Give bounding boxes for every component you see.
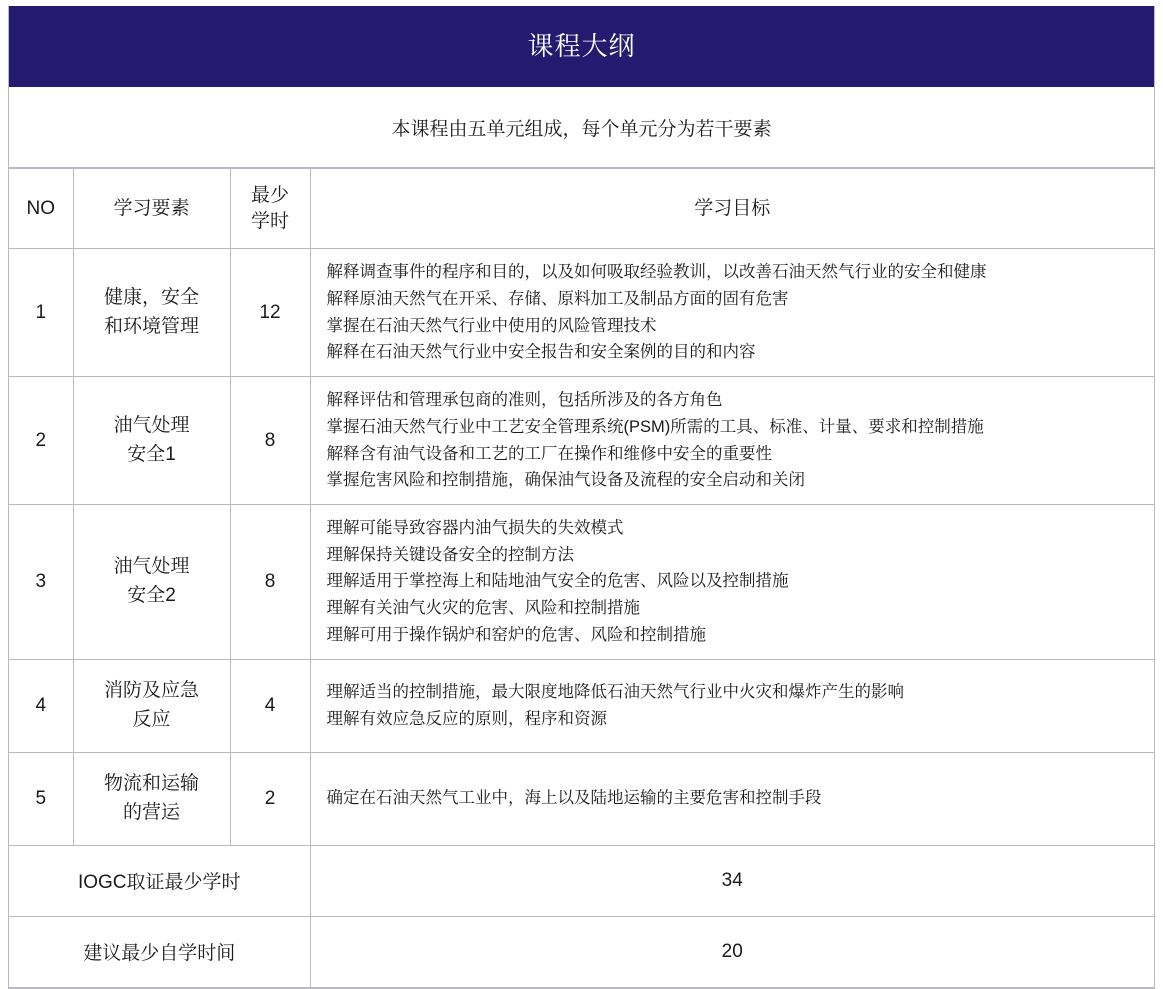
- goal-item: 掌握在石油天然气行业中使用的风险管理技术: [326, 316, 657, 335]
- row-element: [73, 249, 230, 377]
- row-no: 4: [9, 659, 73, 752]
- row-element: [73, 377, 230, 505]
- row-no: 5: [9, 752, 73, 845]
- row-element-line2: 安全1: [127, 443, 176, 465]
- row-element-line2: 的营运: [122, 801, 180, 823]
- table-row: [9, 377, 1154, 505]
- table-header: [9, 169, 1154, 249]
- summary-row: [9, 845, 1154, 916]
- row-element-line1: 健康，安全: [103, 287, 199, 309]
- goal-item: 掌握危害风险和控制措施，确保油气设备及流程的安全启动和关闭: [326, 471, 805, 490]
- summary-label: IOGC取证最少学时: [9, 845, 310, 916]
- table-row: [9, 659, 1154, 752]
- row-no: 2: [9, 377, 73, 505]
- table-body: [9, 249, 1154, 987]
- summary-value: 20: [310, 916, 1154, 987]
- table-row: [9, 505, 1154, 660]
- document-subtitle: 本课程由五单元组成，每个单元分为若干要素: [9, 87, 1154, 168]
- summary-label: 建议最少自学时间: [9, 916, 310, 987]
- row-hours: 2: [230, 752, 310, 845]
- table-row: [9, 752, 1154, 845]
- column-header-goals: 学习目标: [310, 169, 1154, 249]
- row-hours: 4: [230, 659, 310, 752]
- summary-row: [9, 916, 1154, 987]
- row-element-line2: 安全2: [127, 584, 176, 606]
- goal-item: 解释原油天然气在开采、存储、原料加工及制品方面的固有危害: [326, 290, 789, 308]
- goal-item: 理解保持关键设备安全的控制方法: [326, 545, 574, 564]
- column-header-hours-line2: 学时: [250, 210, 289, 232]
- row-hours: 8: [230, 505, 310, 660]
- row-element-line1: 油气处理: [113, 415, 190, 437]
- row-no: 3: [9, 505, 73, 660]
- column-header-no: NO: [9, 169, 73, 249]
- row-element-line2: 反应: [132, 708, 171, 730]
- goal-item: 解释含有油气设备和工艺的工厂在操作和维修中安全的重要性: [326, 444, 772, 463]
- row-hours: 8: [230, 377, 310, 505]
- row-goals: [310, 752, 1154, 845]
- goal-item: 理解适用于掌控海上和陆地油气安全的危害、风险以及控制措施: [326, 572, 789, 591]
- row-goals: [310, 377, 1154, 505]
- row-element-line2: 和环境管理: [103, 315, 199, 337]
- row-element-line1: 油气处理: [113, 556, 190, 578]
- goal-item: 理解可能导致容器内油气损失的失效模式: [326, 519, 624, 538]
- goal-item: 理解适当的控制措施，最大限度地降低石油天然气行业中火灾和爆炸产生的影响: [326, 682, 904, 701]
- goal-item: 解释在石油天然气行业中安全报告和安全案例的目的和内容: [326, 343, 756, 362]
- row-element: [73, 659, 230, 752]
- goal-item: 理解有关油气火灾的危害、风险和控制措施: [326, 599, 640, 618]
- goal-item: 掌握石油天然气行业中工艺安全管理系统(PSM)所需的工具、标准、计量、要求和控制措施: [326, 417, 984, 436]
- document-title: 课程大纲: [9, 6, 1154, 87]
- row-goals: [310, 249, 1154, 377]
- goal-item: 解释调查事件的程序和目的，以及如何吸取经验教训，以改善石油天然气行业的安全和健康: [326, 263, 987, 282]
- row-goals: [310, 659, 1154, 752]
- course-outline-table: [9, 168, 1154, 988]
- row-no: 1: [9, 249, 73, 377]
- row-element-line1: 物流和运输: [103, 773, 199, 795]
- goal-item: 理解有效应急反应的原则，程序和资源: [326, 709, 607, 728]
- column-header-element: 学习要素: [73, 169, 230, 249]
- summary-value: 34: [310, 845, 1154, 916]
- row-element: [73, 752, 230, 845]
- course-outline-document: [8, 6, 1155, 989]
- table-row: [9, 249, 1154, 377]
- goal-item: 解释评估和管理承包商的准则，包括所涉及的各方角色: [326, 391, 723, 410]
- table-header-row: [9, 169, 1154, 249]
- goal-item: 理解可用于操作锅炉和窑炉的危害、风险和控制措施: [326, 625, 706, 644]
- row-hours: 12: [230, 249, 310, 377]
- row-element: [73, 505, 230, 660]
- goal-item: 确定在石油天然气工业中，海上以及陆地运输的主要危害和控制手段: [326, 789, 822, 808]
- row-goals: [310, 505, 1154, 660]
- column-header-hours: [230, 169, 310, 249]
- row-element-line1: 消防及应急: [103, 680, 199, 702]
- column-header-hours-line1: 最少: [250, 185, 289, 206]
